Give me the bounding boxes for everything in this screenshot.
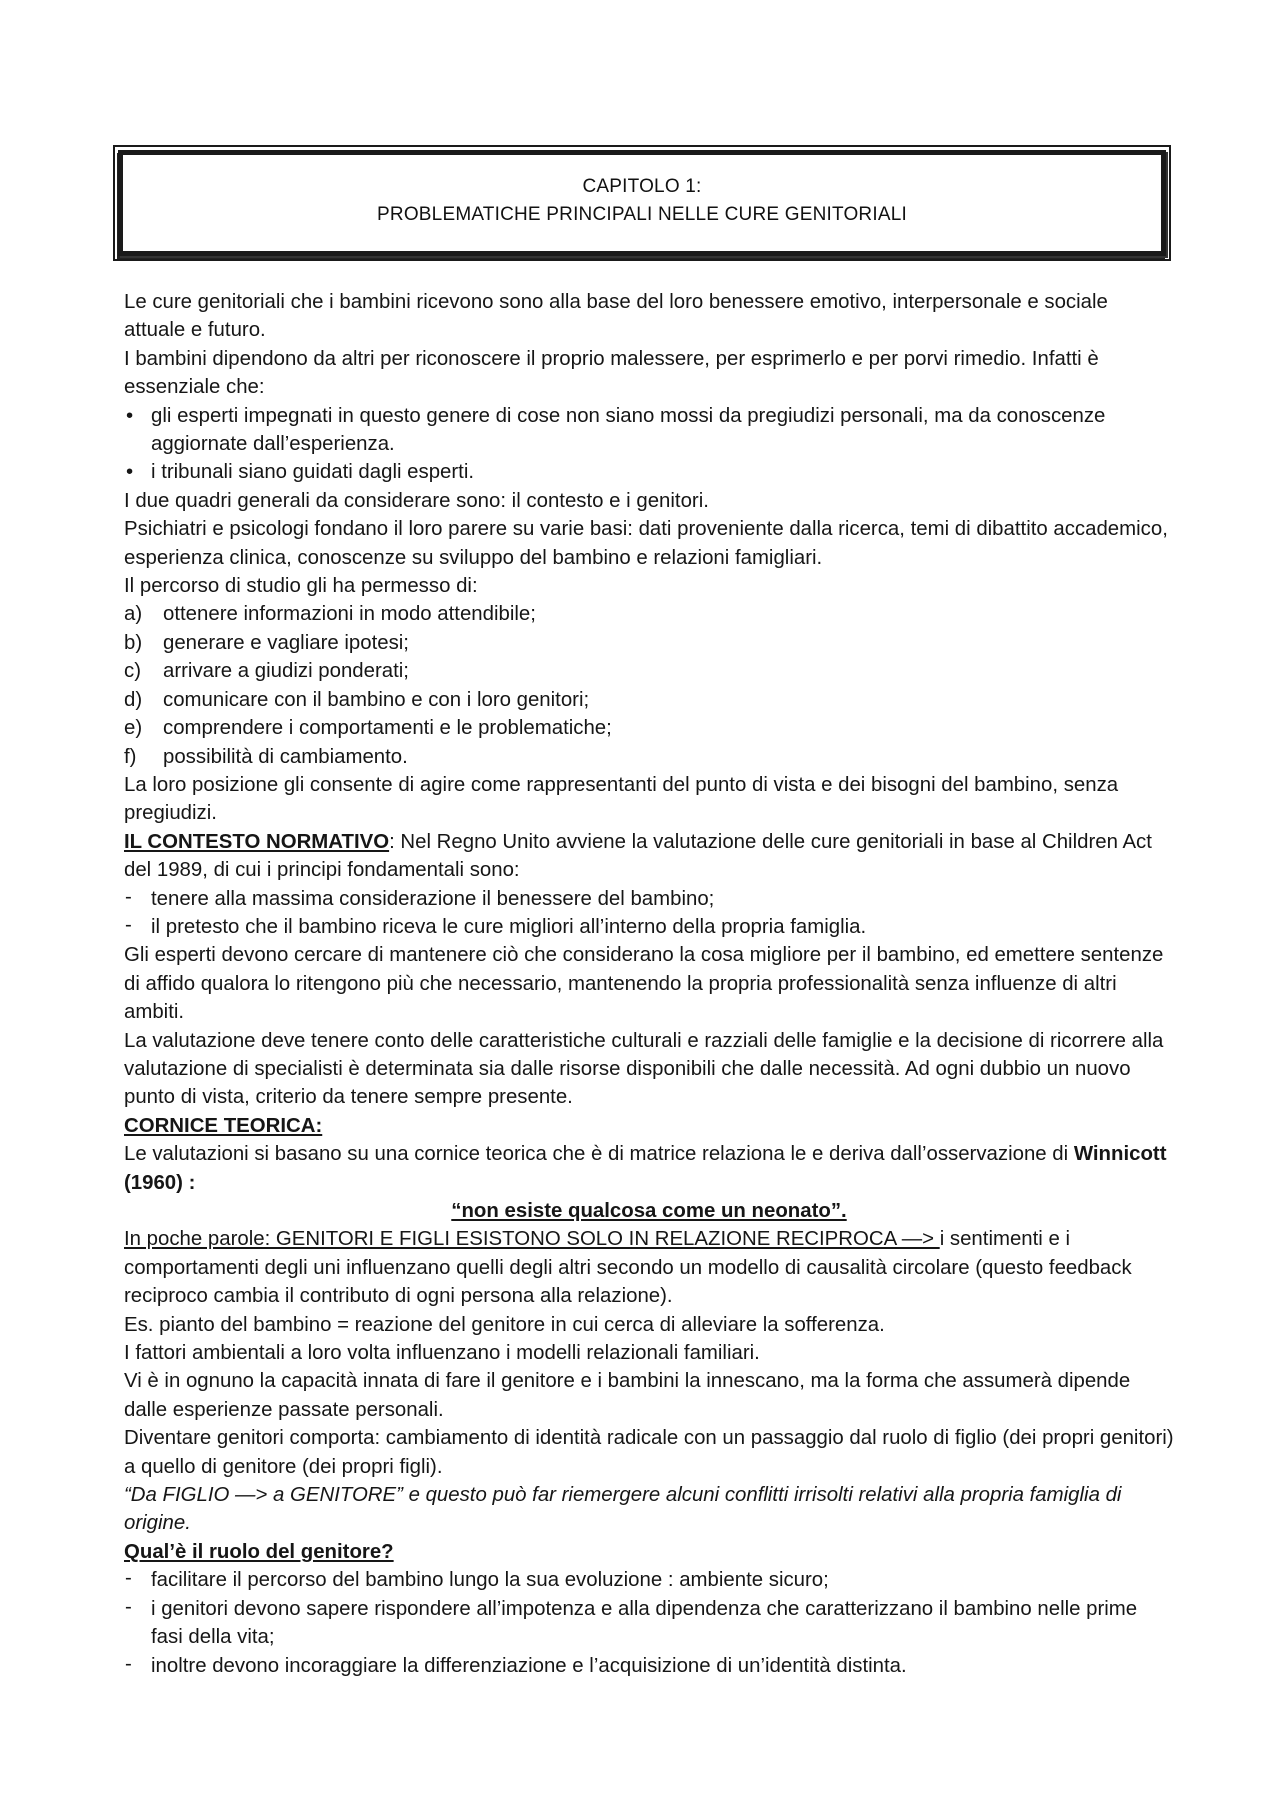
list-item: • gli esperti impegnati in questo genere di cose non siano mossi da pregiudizi personali, ma da conoscenze aggiornate dall’esperienza. — [124, 402, 1174, 459]
list-item: e) comprendere i comportamenti e le problematiche; — [124, 717, 612, 740]
bullet-marker: • — [126, 404, 134, 427]
normativo-paragraph: IL CONTESTO NORMATIVO: Nel Regno Unito avviene la valutazione delle cure genitoriali in base al Children Act del 1989, di cui i principi fondamentali sono: — [124, 830, 1152, 882]
cornice-paragraph-3: Es. pianto del bambino = reazione del genitore in cui cerca di alleviare la sofferenza. — [124, 1313, 885, 1336]
cornice-paragraph-1: Le valutazioni si basano su una cornice teorica che è di matrice relaziona le e deriva dall’osservazione di Winnicott (1960) : — [124, 1143, 1167, 1194]
cornice-paragraph-5: Vi è in ognuno la capacità innata di fare il genitore e i bambini la innescano, ma la forma che assumerà dipende dalle esperienze passate personali. — [124, 1370, 1131, 1421]
intro-paragraph-3: I due quadri generali da considerare sono: il contesto e i genitori. — [124, 489, 709, 512]
intro-paragraph-1: Le cure genitoriali che i bambini ricevono sono alla base del loro benessere emotivo, interpersonale e sociale attuale e futuro. — [124, 291, 1108, 342]
dash-list — [124, 885, 1174, 942]
chapter-title: PROBLEMATICHE PRINCIPALI NELLE CURE GENITORIALI — [377, 204, 907, 225]
chapter-number: CAPITOLO 1: — [582, 176, 702, 197]
section-heading: CORNICE TEORICA: — [124, 1114, 323, 1137]
bullet-list — [124, 402, 1174, 487]
list-item: b) generare e vagliare ipotesi; — [124, 631, 409, 654]
cornice-paragraph-4: I fattori ambientali a loro volta influenzano i modelli relazionali familiari. — [124, 1342, 760, 1365]
list-item: • i tribunali siano guidati dagli esperti. — [124, 458, 1174, 486]
cornice-paragraph-6: Diventare genitori comporta: cambiamento di identità radicale con un passaggio dal ruolo di figlio (dei propri genitori) a quello di genitore (dei propri figli). — [124, 1427, 1174, 1478]
section-heading: IL CONTESTO NORMATIVO — [124, 830, 390, 853]
list-item: c) arrivare a giudizi ponderati; — [124, 660, 409, 683]
bullet-marker: • — [126, 461, 134, 484]
chapter-title-box — [118, 150, 1166, 256]
intro-paragraph-4: Psichiatri e psicologi fondano il loro parere su varie basi: dati proveniente dalla ricerca, temi di dibattito accademico, esperienza clinica, conoscenze su sviluppo del bambino e relazioni famigliari. — [124, 518, 1168, 569]
list-item: a) ottenere informazioni in modo attendibile; — [124, 603, 536, 626]
lettered-list — [124, 600, 1174, 770]
normativo-paragraph-2: La valutazione deve tenere conto delle caratteristiche culturali e razziali delle famiglie e la decisione di ricorrere alla valutazione di specialisti è determinata sia dalle risorse disponibili che dalle necessità. Ad ogni dubbio un nuovo punto di vista, criterio da tenere sempre presente. — [124, 1029, 1164, 1109]
intro-paragraph-6: La loro posizione gli consente di agire come rappresentanti del punto di vista e dei bisogni del bambino, senza pregiudizi. — [124, 773, 1119, 825]
list-item: - i genitori devono sapere rispondere all’impotenza e alla dipendenza che caratterizzano il bambino nelle prime fasi della vita; — [125, 1595, 1138, 1649]
intro-paragraph-2: I bambini dipendono da altri per riconoscere il proprio malessere, per esprimerlo e per porvi rimedio. Infatti è essenziale che: — [124, 347, 1099, 399]
list-item: - tenere alla massima considerazione il benessere del bambino; — [125, 885, 715, 910]
cornice-paragraph-2: In poche parole: GENITORI E FIGLI ESISTONO SOLO IN RELAZIONE RECIPROCA —> i sentimenti e i comportamenti degli uni influenzano quelli degli altri secondo un modello di causalità circolare (questo feedback reciproco cambia il contributo di ogni persona alla relazione). — [124, 1228, 1132, 1308]
normativo-paragraph-1: Gli esperti devono cercare di mantenere ciò che considerano la cosa migliore per il bambino, ed emettere sentenze di affido qualora lo ritengono più che necessario, mantenendo la propria professionalità senza influenze di altri ambiti. — [124, 944, 1164, 1024]
document-body — [124, 288, 1174, 1680]
list-item: - inoltre devono incoraggiare la differenziazione e l’acquisizione di un’identità distinta. — [125, 1652, 907, 1677]
winnicott-quote: “non esiste qualcosa come un neonato”. — [451, 1200, 847, 1222]
list-item: - il pretesto che il bambino riceva le cure migliori all’interno della propria famiglia. — [125, 913, 867, 938]
list-item: - facilitare il percorso del bambino lungo la sua evoluzione : ambiente sicuro; — [125, 1567, 829, 1592]
list-item: f) possibilità di cambiamento. — [124, 745, 408, 768]
list-item: d) comunicare con il bambino e con i loro genitori; — [124, 688, 590, 711]
dash-list — [124, 1566, 1174, 1680]
intro-paragraph-5: Il percorso di studio gli ha permesso di: — [124, 575, 478, 598]
cornice-paragraph-7: “Da FIGLIO —> a GENITORE” e questo può far riemergere alcuni conflitti irrisolti relativi alla propria famiglia di origine. — [124, 1484, 1122, 1535]
section-heading: Qual’è il ruolo del genitore? — [124, 1540, 394, 1563]
